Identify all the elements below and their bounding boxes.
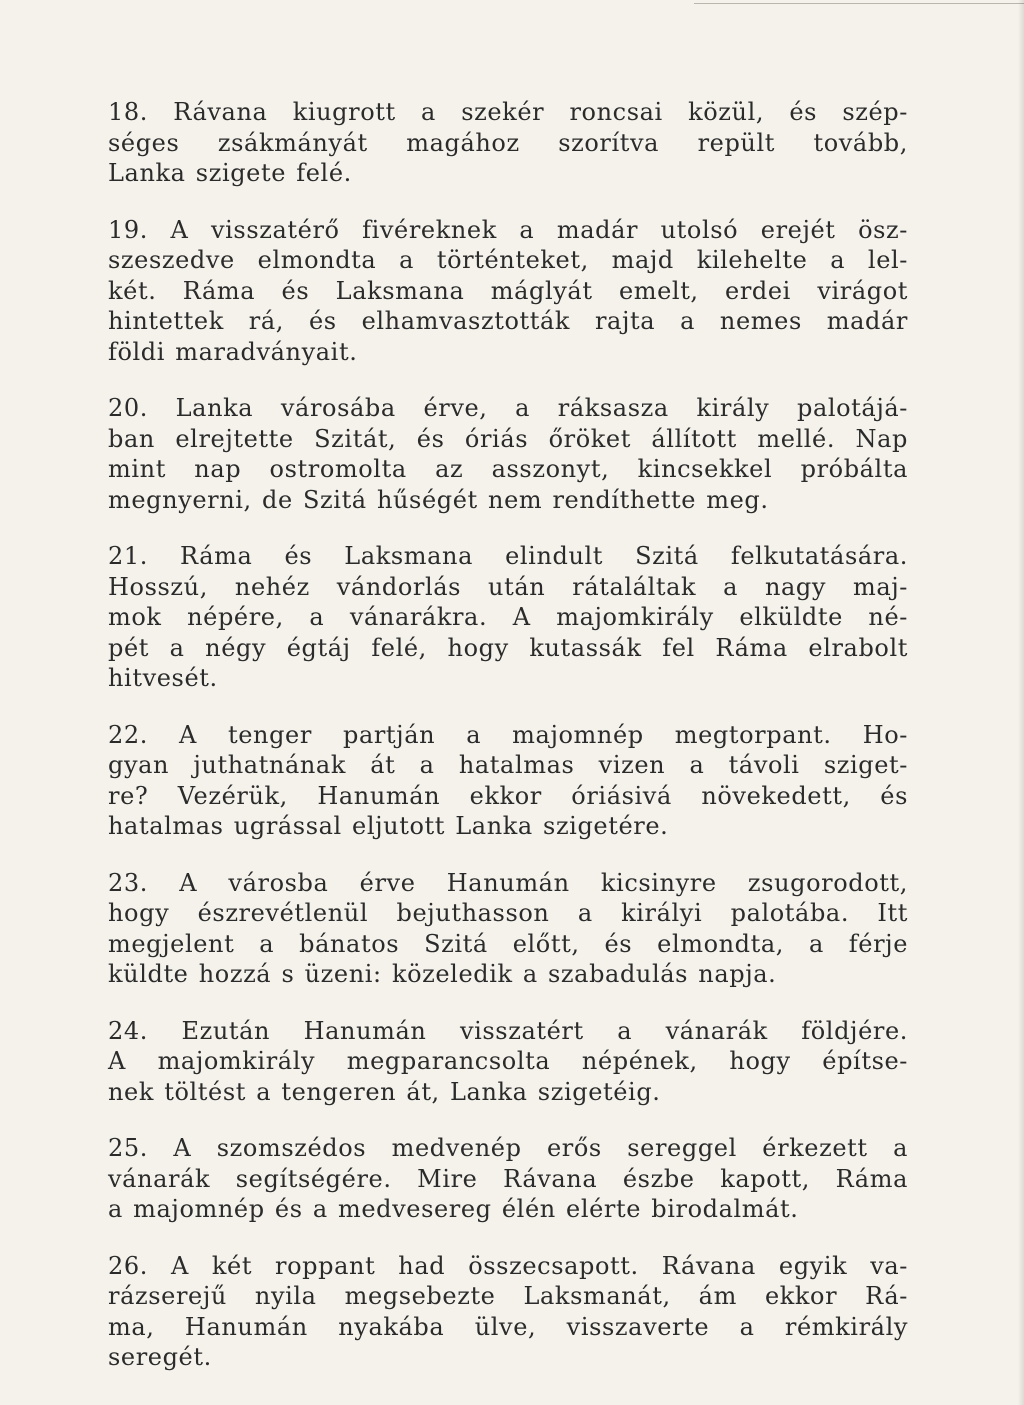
text-line: hintettek rá, és elhamvasztották rajta a nemes madár: [108, 307, 908, 335]
paragraph-18: [108, 97, 908, 189]
text-line: ma, Hanumán nyakába ülve, visszaverte a rémkirály: [108, 1312, 908, 1341]
text-line: séges zsákmányát magához szorítva repült tovább,: [108, 128, 908, 157]
text-line: seregét.: [108, 1343, 212, 1371]
text-line: 22. A tenger partján a majomnép megtorpant. Ho-: [108, 720, 908, 749]
text-line: 18. Rávana kiugrott a szekér roncsai közül, és szép-: [108, 98, 908, 126]
text-line: 25. A szomszédos medvenép erős sereggel érkezett a: [108, 1134, 908, 1162]
text-line: a majomnép és a medvesereg élén elérte birodalmát.: [108, 1195, 799, 1223]
text-line: re? Vezérük, Hanumán ekkor óriásivá növekedett, és: [108, 781, 908, 810]
text-line: 24. Ezután Hanumán visszatért a vánarák földjére.: [108, 1016, 908, 1045]
text-line: rázserejű nyila megsebezte Laksmanát, ám ekkor Rá-: [108, 1282, 908, 1310]
text-line: Hosszú, nehéz vándorlás után rátaláltak a nagy maj-: [108, 572, 908, 601]
text-line: 21. Ráma és Laksmana elindult Szitá felkutatására.: [108, 542, 908, 570]
text-line: gyan juthatnának át a hatalmas vizen a távoli sziget-: [108, 751, 908, 779]
text-line: küldte hozzá s üzeni: közeledik a szabadulás napja.: [108, 960, 777, 988]
text-line: A majomkirály megparancsolta népének, hogy építse-: [108, 1047, 908, 1075]
text-line: mok népére, a vánarákra. A majomkirály elküldte né-: [108, 603, 908, 631]
text-line: 20. Lanka városába érve, a ráksasza király palotájá-: [108, 394, 908, 422]
paragraph-19: [108, 215, 908, 368]
text-line: 23. A városba érve Hanumán kicsinyre zsugorodott,: [108, 868, 908, 897]
paragraph-24: [108, 1016, 908, 1108]
text-line: Lanka szigete felé.: [108, 159, 352, 187]
text-line: mint nap ostromolta az asszonyt, kincsekkel próbálta: [108, 455, 908, 483]
paragraph-20: [108, 393, 908, 515]
paragraph-22: [108, 720, 908, 842]
text-line: hitvesét.: [108, 664, 218, 692]
text-line: 19. A visszatérő fivéreknek a madár utolsó erejét ösz-: [108, 215, 908, 244]
text-column: [108, 97, 908, 1399]
text-line: szeszedve elmondta a történteket, majd kilehelte a lel-: [108, 246, 908, 274]
text-line: hatalmas ugrással eljutott Lanka szigetére.: [108, 812, 669, 840]
text-line: két. Ráma és Laksmana máglyát emelt, erdei virágot: [108, 276, 908, 305]
text-line: vánarák segítségére. Mire Rávana észbe kapott, Ráma: [108, 1164, 908, 1193]
text-line: megjelent a bánatos Szitá előtt, és elmondta, a férje: [108, 929, 908, 958]
text-line: ban elrejtette Szitát, és óriás őröket állított mellé. Nap: [108, 424, 908, 453]
top-edge-rule: [694, 3, 1024, 4]
paragraph-21: [108, 541, 908, 694]
text-line: 26. A két roppant had összecsapott. Rávana egyik va-: [108, 1251, 908, 1280]
paragraph-23: [108, 868, 908, 990]
text-line: megnyerni, de Szitá hűségét nem rendíthette meg.: [108, 485, 769, 514]
page-edge-shadow: [1018, 0, 1024, 1405]
text-line: földi maradványait.: [108, 337, 358, 366]
text-line: hogy észrevétlenül bejuthasson a királyi palotába. Itt: [108, 899, 908, 927]
paragraph-25: [108, 1133, 908, 1225]
paragraph-26: [108, 1251, 908, 1373]
text-line: nek töltést a tengeren át, Lanka szigetéig.: [108, 1077, 661, 1106]
text-line: pét a négy égtáj felé, hogy kutassák fel Ráma elrabolt: [108, 633, 908, 662]
